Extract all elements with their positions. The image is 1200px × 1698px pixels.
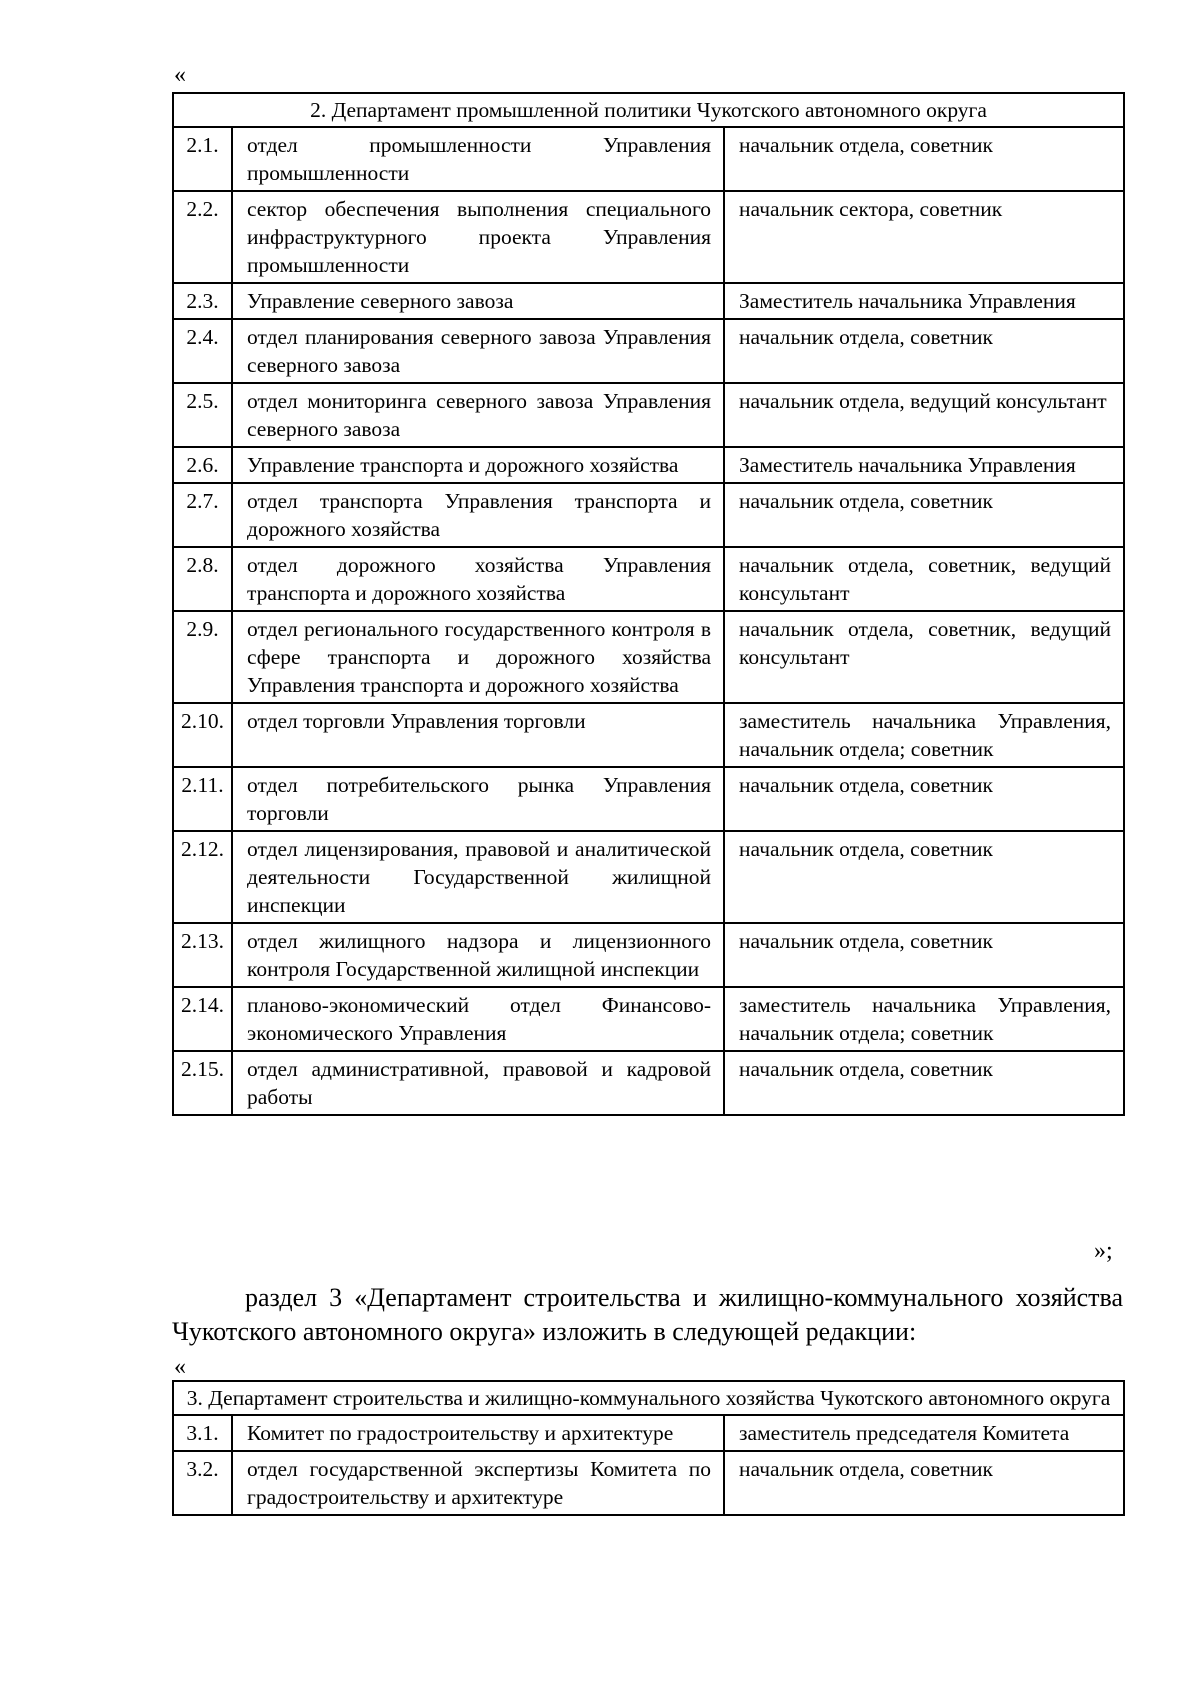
- table-row: [173, 447, 1124, 483]
- row-number: 2.9.: [173, 611, 232, 703]
- table-row: [173, 283, 1124, 319]
- position-title: начальник отдела, советник: [724, 1451, 1124, 1515]
- unit-name: отдел транспорта Управления транспорта и дорожного хозяйства: [232, 483, 724, 547]
- unit-name: отдел торговли Управления торговли: [232, 703, 724, 767]
- unit-name: отдел промышленности Управления промышленности: [232, 127, 724, 191]
- position-title: начальник отдела, советник: [724, 127, 1124, 191]
- unit-name: отдел регионального государственного контроля в сфере транспорта и дорожного хозяйства Управления транспорта и дорожного хозяйства: [232, 611, 724, 703]
- unit-name: Управление транспорта и дорожного хозяйства: [232, 447, 724, 483]
- unit-name: отдел планирования северного завоза Управления северного завоза: [232, 319, 724, 383]
- row-number: 2.15.: [173, 1051, 232, 1115]
- unit-name: Комитет по градостроительству и архитектуре: [232, 1415, 724, 1451]
- unit-name: отдел мониторинга северного завоза Управления северного завоза: [232, 383, 724, 447]
- table-row: [173, 1415, 1124, 1451]
- closing-quote: »;: [1094, 1238, 1113, 1264]
- opening-quote: «: [174, 62, 186, 88]
- table-header-row: [173, 1381, 1124, 1415]
- position-title: начальник сектора, советник: [724, 191, 1124, 283]
- position-title: начальник отдела, советник: [724, 831, 1124, 923]
- row-number: 2.4.: [173, 319, 232, 383]
- table-title: 3. Департамент строительства и жилищно-коммунального хозяйства Чукотского автономного округа: [173, 1381, 1124, 1415]
- table-row: [173, 923, 1124, 987]
- table-row: [173, 703, 1124, 767]
- row-number: 3.1.: [173, 1415, 232, 1451]
- position-title: Заместитель начальника Управления: [724, 447, 1124, 483]
- position-title: начальник отдела, ведущий консультант: [724, 383, 1124, 447]
- row-number: 2.6.: [173, 447, 232, 483]
- table-row: [173, 547, 1124, 611]
- position-title: Заместитель начальника Управления: [724, 283, 1124, 319]
- position-title: начальник отдела, советник, ведущий консультант: [724, 547, 1124, 611]
- row-number: 2.13.: [173, 923, 232, 987]
- row-number: 2.2.: [173, 191, 232, 283]
- table-title: 2. Департамент промышленной политики Чукотского автономного округа: [173, 93, 1124, 127]
- section-3-paragraph: раздел 3 «Департамент строительства и жилищно-коммунального хозяйства Чукотского автономного округа» изложить в следующей редакции:: [172, 1283, 1123, 1346]
- position-title: начальник отдела, советник: [724, 1051, 1124, 1115]
- table-header-row: [173, 93, 1124, 127]
- position-title: начальник отдела, советник: [724, 483, 1124, 547]
- table-row: [173, 611, 1124, 703]
- table-row: [173, 987, 1124, 1051]
- position-title: заместитель начальника Управления, начальник отдела; советник: [724, 987, 1124, 1051]
- position-title: начальник отдела, советник: [724, 319, 1124, 383]
- table-row: [173, 483, 1124, 547]
- unit-name: отдел государственной экспертизы Комитета по градостроительству и архитектуре: [232, 1451, 724, 1515]
- table-row: [173, 383, 1124, 447]
- row-number: 2.8.: [173, 547, 232, 611]
- table-row: [173, 127, 1124, 191]
- table-row: [173, 767, 1124, 831]
- unit-name: отдел административной, правовой и кадровой работы: [232, 1051, 724, 1115]
- row-number: 2.10.: [173, 703, 232, 767]
- position-title: заместитель начальника Управления, начальник отдела; советник: [724, 703, 1124, 767]
- unit-name: отдел лицензирования, правовой и аналитической деятельности Государственной жилищной инспекции: [232, 831, 724, 923]
- unit-name: отдел жилищного надзора и лицензионного контроля Государственной жилищной инспекции: [232, 923, 724, 987]
- table-row: [173, 831, 1124, 923]
- row-number: 2.11.: [173, 767, 232, 831]
- unit-name: отдел дорожного хозяйства Управления транспорта и дорожного хозяйства: [232, 547, 724, 611]
- row-number: 2.12.: [173, 831, 232, 923]
- unit-name: отдел потребительского рынка Управления торговли: [232, 767, 724, 831]
- unit-name: Управление северного завоза: [232, 283, 724, 319]
- row-number: 2.14.: [173, 987, 232, 1051]
- row-number: 2.3.: [173, 283, 232, 319]
- department-3-table: [172, 1380, 1125, 1516]
- table-row: [173, 1451, 1124, 1515]
- unit-name: планово-экономический отдел Финансово-экономического Управления: [232, 987, 724, 1051]
- position-title: заместитель председателя Комитета: [724, 1415, 1124, 1451]
- position-title: начальник отдела, советник: [724, 767, 1124, 831]
- row-number: 2.7.: [173, 483, 232, 547]
- department-2-table: [172, 92, 1125, 1116]
- table-row: [173, 319, 1124, 383]
- row-number: 2.5.: [173, 383, 232, 447]
- row-number: 3.2.: [173, 1451, 232, 1515]
- table-row: [173, 191, 1124, 283]
- opening-quote-2: «: [174, 1354, 186, 1380]
- position-title: начальник отдела, советник, ведущий консультант: [724, 611, 1124, 703]
- row-number: 2.1.: [173, 127, 232, 191]
- position-title: начальник отдела, советник: [724, 923, 1124, 987]
- unit-name: сектор обеспечения выполнения специального инфраструктурного проекта Управления промышленности: [232, 191, 724, 283]
- table-row: [173, 1051, 1124, 1115]
